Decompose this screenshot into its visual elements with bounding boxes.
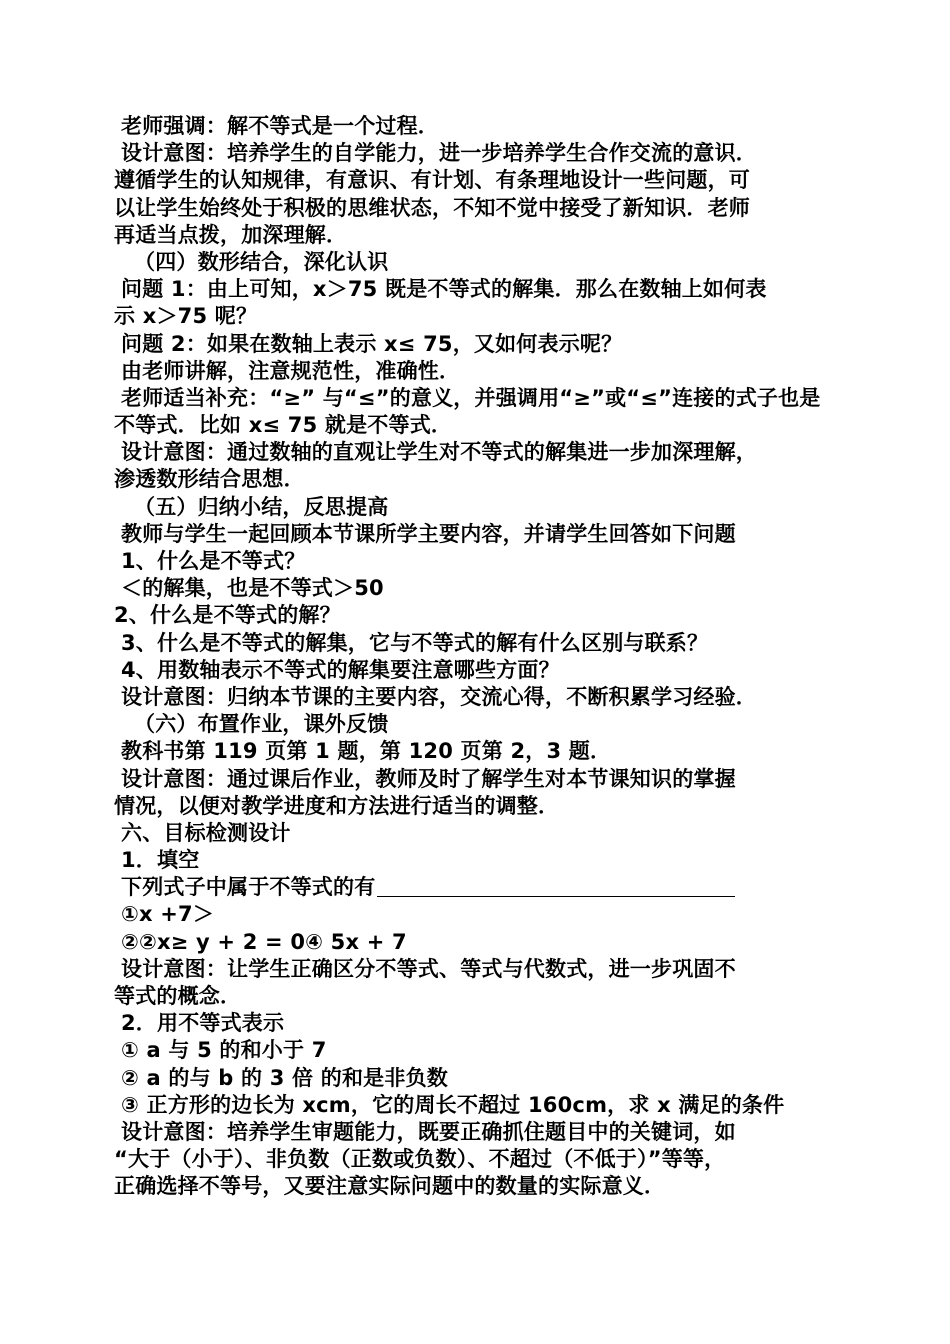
text-line [0,548,950,575]
text-line [0,167,950,194]
text-line [0,711,950,738]
text-line [0,385,950,412]
text-line-content: 情况，以便对教学进度和方法进行适当的调整． [114,793,560,818]
text-line-content: 老师强调：解不等式是一个过程． [121,114,439,138]
text-line-content: ② a 的与 b 的 3 倍 的和是非负数 [121,1065,448,1090]
text-line [0,847,950,874]
text-line-content: 问题 1：由上可知，x＞75 既是不等式的解集．那么在数轴上如何表 [121,277,767,302]
text-line-content: 2、什么是不等式的解？ [114,603,341,628]
text-line [0,1173,950,1200]
text-line [0,901,950,928]
text-line-content: 教科书第 119 页第 1 题，第 120 页第 2，3 题． [121,739,612,764]
text-line [0,602,950,629]
text-line [0,195,950,222]
text-line-content: “大于（小于）、非负数（正数或负数）、不超过（不低于）”等等， [114,1147,726,1172]
text-line [0,793,950,820]
text-line [0,222,950,249]
text-line-content: 渗透数形结合思想． [114,467,305,492]
text-line [0,1119,950,1146]
text-line [0,466,950,493]
text-line [0,956,950,983]
text-line-content: 1、什么是不等式？ [121,549,306,573]
text-line-content: 设计意图：通过课后作业，教师及时了解学生对本节课知识的掌握 [121,766,736,791]
text-line-content: 4、用数轴表示不等式的解集要注意哪些方面？ [121,657,560,682]
text-line-content: ① a 与 5 的和小于 7 [121,1038,327,1063]
text-line [0,521,950,548]
text-line-content: 设计意图：通过数轴的直观让学生对不等式的解集进一步加深理解， [121,440,757,465]
text-line-content: 以让学生始终处于积极的思维状态，不知不觉中接受了新知识．老师 [114,195,750,220]
text-line [0,303,950,330]
text-line-content: ③ 正方形的边长为 xcm，它的周长不超过 160cm，求 x 满足的条件 [121,1092,785,1117]
text-line-content: 遵循学生的认知规律，有意识、有计划、有条理地设计一些问题，可 [114,168,750,193]
text-line [0,494,950,521]
text-line-content: 3、什么是不等式的解集，它与不等式的解有什么区别与联系？ [121,630,709,655]
text-line [0,249,950,276]
fill-in-blank-line [377,876,735,897]
text-line-content: （四）数形结合，深化认识 [134,249,389,274]
text-line-content: （五）归纳小结，反思提高 [134,494,389,519]
text-line [0,358,950,385]
text-line-content: ②②x≥ y + 2 = 0④ 5x + 7 [121,929,407,954]
text-line [0,1092,950,1119]
text-line-content: 设计意图：培养学生的自学能力，进一步培养学生合作交流的意识． [121,141,757,166]
text-line [0,1010,950,1037]
text-line-content: 正确选择不等号，又要注意实际问题中的数量的实际意义． [114,1174,666,1199]
text-line [0,983,950,1010]
text-line-content: 设计意图：让学生正确区分不等式、等式与代数式，进一步巩固不 [121,956,736,981]
text-line [0,766,950,793]
text-line-content: 不等式．比如 x≤ 75 就是不等式． [114,413,453,438]
text-line [0,331,950,358]
text-line [0,657,950,684]
text-line [0,1146,950,1173]
text-line-content: 再适当点拨，加深理解． [114,222,348,247]
text-line-content: 示 x＞75 呢？ [114,304,258,329]
document-body [0,113,950,1201]
text-line [0,738,950,765]
text-line-content: 2．用不等式表示 [121,1011,285,1036]
text-line [0,113,950,140]
text-line [0,929,950,956]
text-line [0,439,950,466]
text-line-content: 下列式子中属于不等式的有 [121,875,376,900]
text-line-content: 由老师讲解，注意规范性，准确性． [121,358,461,383]
text-line-content: 六、目标检测设计 [121,820,291,845]
text-line-content: 设计意图：归纳本节课的主要内容，交流心得，不断积累学习经验． [121,684,757,709]
text-line [0,1037,950,1064]
text-line [0,276,950,303]
text-line-content: ①x +7＞ [121,902,215,927]
text-line-content: 问题 2：如果在数轴上表示 x≤ 75，又如何表示呢？ [121,331,623,356]
text-line [0,140,950,167]
text-line [0,874,950,901]
text-line-content: 教师与学生一起回顾本节课所学主要内容，并请学生回答如下问题 [121,521,736,546]
text-line-content: （六）布置作业，课外反馈 [134,712,389,737]
text-line [0,630,950,657]
text-line [0,820,950,847]
text-line-content: 设计意图：培养学生审题能力，既要正确抓住题目中的关键词，如 [121,1119,736,1144]
text-line-content: 等式的概念． [114,984,242,1008]
text-line-content: 1．填空 [121,848,200,873]
text-line [0,684,950,711]
text-line-content: ＜的解集，也是不等式＞50 [121,576,384,601]
text-line [0,575,950,602]
text-line-content: 老师适当补充：“≥” 与“≤”的意义，并强调用“≥”或“≤”连接的式子也是 [121,385,821,410]
text-line [0,1065,950,1092]
text-line [0,412,950,439]
